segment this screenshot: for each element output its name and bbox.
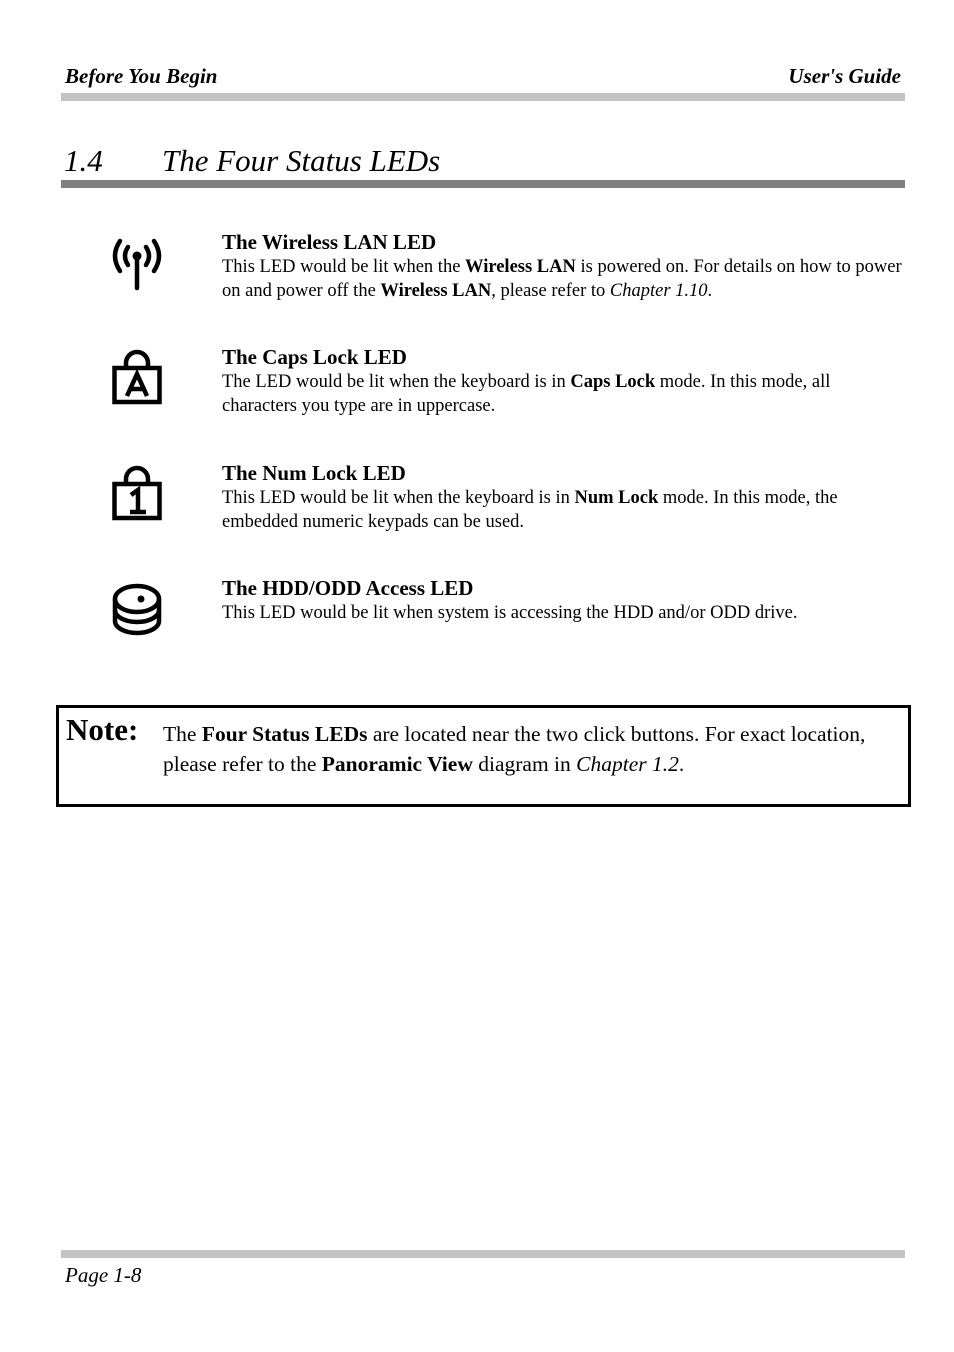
desc-bold: Caps Lock: [570, 372, 656, 392]
note-label: Note:: [66, 712, 139, 747]
note-plain: The: [163, 722, 202, 746]
section-heading: The Four Status LEDs: [162, 143, 441, 178]
desc-text: The LED would be lit when the keyboard is in: [222, 372, 571, 392]
led-description: [222, 255, 902, 303]
led-description: [222, 486, 902, 534]
num-lock-icon: [108, 465, 166, 523]
led-title: The HDD/ODD Access LED: [222, 576, 474, 600]
led-title: The Num Lock LED: [222, 461, 406, 485]
footer-rule: [61, 1250, 905, 1258]
desc-text: mode. In this mode, all characters you type are in uppercase.: [222, 372, 831, 416]
desc-bold: Wireless LAN: [380, 281, 492, 301]
header-rule: [61, 93, 905, 101]
desc-bold: Num Lock: [574, 488, 659, 508]
note-plain: .: [678, 752, 685, 776]
desc-text: This LED would be lit when the: [222, 257, 466, 277]
chapter-reference: Chapter 1.2: [576, 752, 679, 776]
note-bold: Four Status LEDs: [201, 722, 368, 746]
note-plain: diagram in: [472, 752, 577, 776]
chapter-reference: Chapter 1.10: [609, 281, 708, 301]
section-rule: [61, 180, 905, 188]
desc-bold: Wireless LAN: [465, 257, 576, 277]
desc-text: is powered on. For details on how to power on and power off the: [222, 257, 902, 301]
header-guide-name: User's Guide: [788, 64, 901, 88]
section-title: [64, 143, 440, 179]
note-box: [56, 705, 911, 807]
desc-text: This LED would be lit when the keyboard is in: [222, 488, 575, 508]
note-plain: are located near the two click buttons. For exact location, please refer to the: [163, 722, 866, 776]
desc-text: , please refer to: [491, 281, 610, 301]
led-text-hdd-odd: [222, 576, 902, 625]
hdd-odd-icon: [108, 581, 166, 639]
note-bold: Panoramic View: [321, 752, 473, 776]
header-section-name: Before You Begin: [65, 64, 218, 88]
desc-text: mode. In this mode, the embedded numeric keypads can be used.: [222, 488, 838, 532]
wireless-lan-icon: [108, 235, 166, 293]
caps-lock-icon: [108, 349, 166, 407]
led-description: This LED would be lit when system is accessing the HDD and/or ODD drive.: [222, 603, 798, 623]
led-text-num-lock: [222, 461, 902, 534]
led-description: [222, 370, 902, 418]
desc-text: .: [707, 281, 713, 301]
page-number: Page 1-8: [65, 1263, 142, 1287]
led-text-caps-lock: [222, 345, 902, 418]
led-title: The Caps Lock LED: [222, 345, 407, 369]
led-text-wireless-lan: [222, 230, 902, 303]
note-text: [163, 719, 883, 779]
section-number: 1.4: [64, 143, 103, 178]
led-title: The Wireless LAN LED: [222, 230, 437, 254]
